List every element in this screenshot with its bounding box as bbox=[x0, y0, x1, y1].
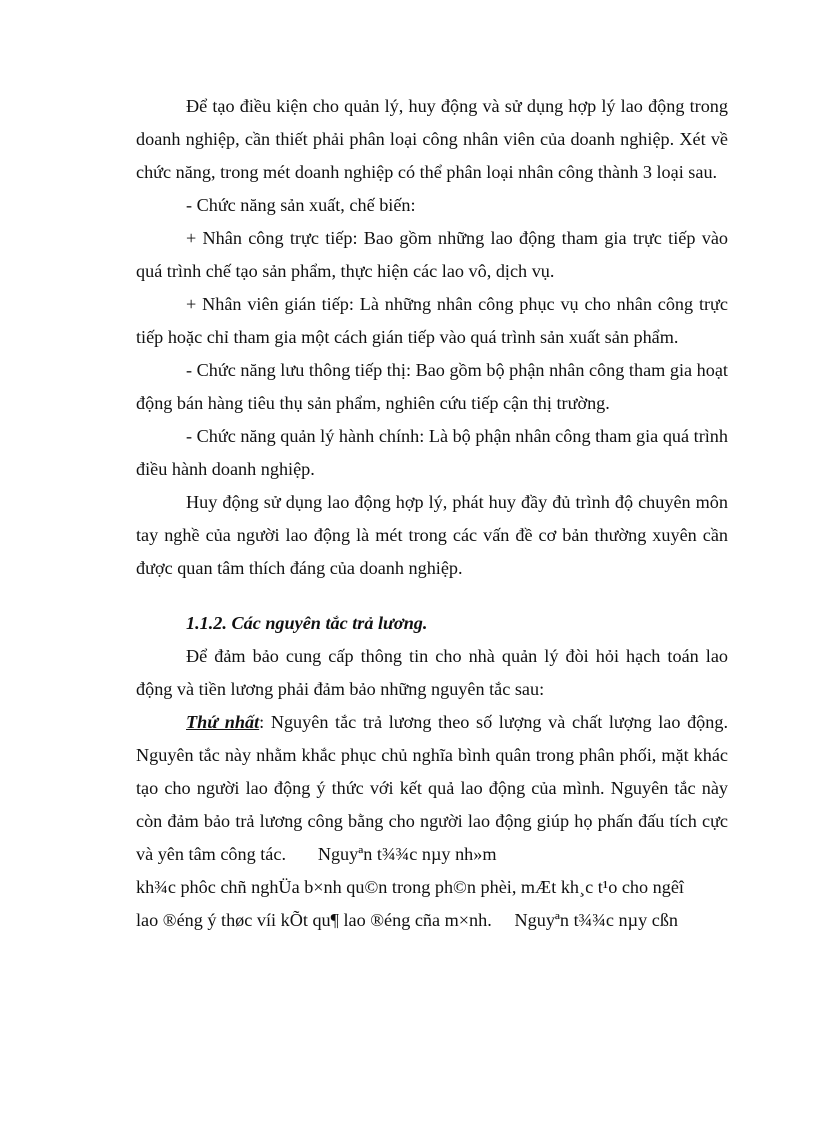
garbled-line-3 bbox=[136, 904, 728, 937]
paragraph-indirect-labor: + Nhân viên gián tiếp: Là những nhân công phục vụ cho nhân công trực tiếp hoặc chỉ tham gia một cách gián tiếp vào quá trình sản xuất sản phẩm. bbox=[136, 294, 728, 347]
document-page bbox=[136, 90, 728, 937]
paragraph-section-intro: Để đảm bảo cung cấp thông tin cho nhà quản lý đòi hỏi hạch toán lao động và tiền lương phải đảm bảo những nguyên tắc sau: bbox=[136, 646, 728, 699]
paragraph-first-principle bbox=[136, 706, 728, 871]
section-heading: 1.1.2. Các nguyên tắc trả lương. bbox=[186, 613, 428, 633]
paragraph-admin-function: - Chức năng quản lý hành chính: Là bộ phận nhân công tham gia quá trình điều hành doanh nghiệp. bbox=[136, 426, 728, 479]
paragraph-direct-labor: + Nhân công trực tiếp: Bao gồm những lao động tham gia trực tiếp vào quá trình chế tạo sản phẩm, thực hiện các lao vô, dịch vụ. bbox=[136, 228, 728, 281]
paragraph-marketing-function: - Chức năng lưu thông tiếp thị: Bao gồm bộ phận nhân công tham gia hoạt động bán hàng tiêu thụ sản phẩm, nghiên cứu tiếp cận thị trường. bbox=[136, 360, 728, 413]
paragraph-labor-mobilization: Huy động sử dụng lao động hợp lý, phát huy đầy đủ trình độ chuyên môn tay nghề của người lao động là mét trong các vấn đề cơ bản thường xuyên cần được quan tâm thích đáng của doanh nghiệp. bbox=[136, 492, 728, 578]
paragraph-intro: Để tạo điều kiện cho quản lý, huy động và sử dụng hợp lý lao động trong doanh nghiệp, cần thiết phải phân loại công nhân viên của doanh nghiệp. Xét về chức năng, trong mét doanh nghiệp có thể phân loại nhân công thành 3 loại sau. bbox=[136, 96, 728, 182]
garbled-text-4: Nguyªn t¾¾c nµy cßn bbox=[514, 910, 679, 930]
garbled-line-2: kh¾c phôc chñ nghÜa b×nh qu©n trong ph©n phèi, mÆt kh¸c t¹o cho ngêî bbox=[136, 877, 684, 897]
garbled-text-3: lao ®éng ý thøc víi kÕt qu¶ lao ®éng cña m×nh. bbox=[136, 910, 492, 930]
first-principle-text: : Nguyên tắc trả lương theo số lượng và chất lượng lao động. Nguyên tắc này nhằm khắc phục chủ nghĩa bình quân trong phân phối, mặt khác tạo cho người lao động ý thức với kết quả lao động của mình. Nguyên tắc này còn đảm bảo trả lương công bằng cho người lao động giúp họ phấn đấu tích cực và yên tâm công tác. bbox=[136, 712, 729, 864]
garbled-text-1: Nguyªn t¾¾c nµy nh»m bbox=[317, 844, 497, 864]
first-principle-term: Thứ nhất bbox=[186, 712, 260, 732]
paragraph-production-function: - Chức năng sản xuất, chế biến: bbox=[186, 195, 416, 215]
